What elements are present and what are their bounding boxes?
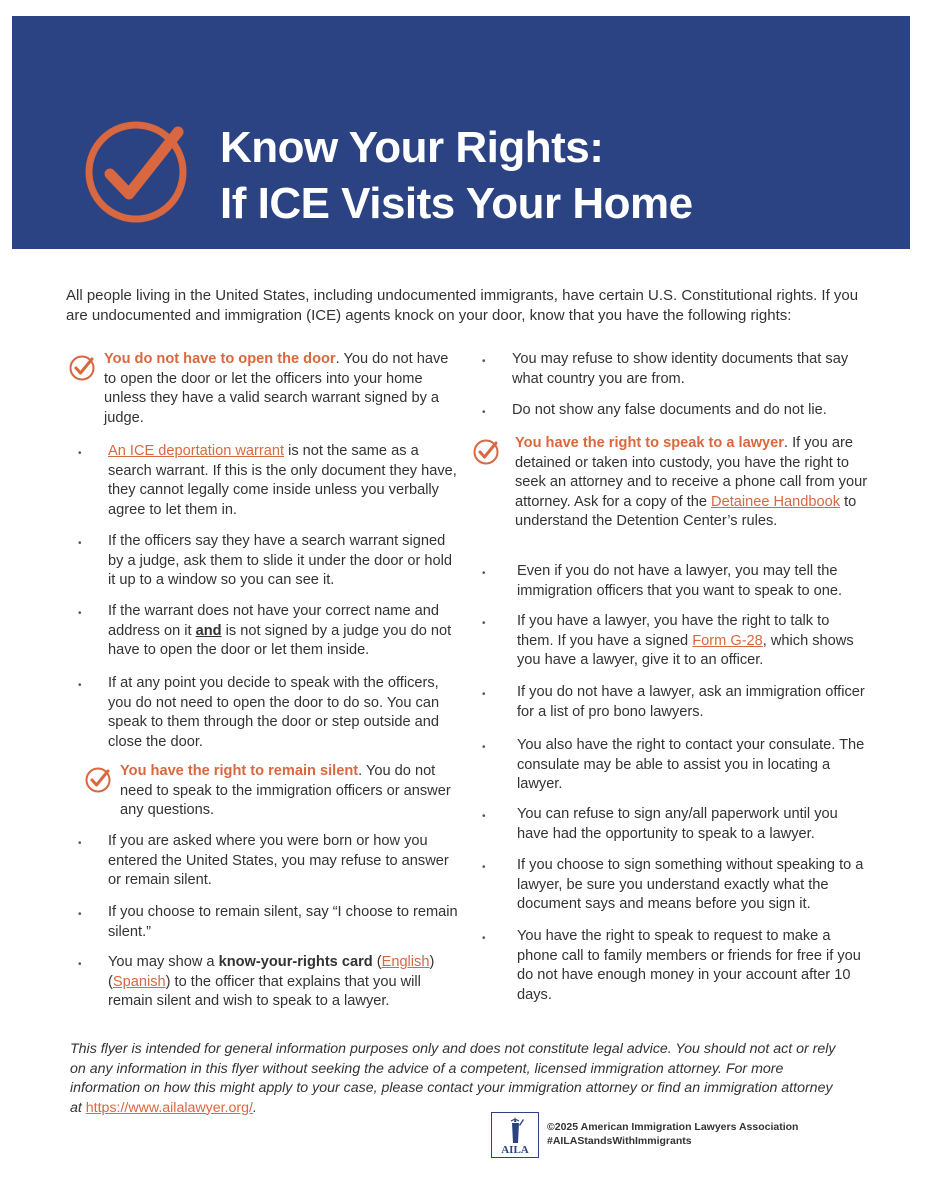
- list-item-rights-card: [74, 953, 460, 1012]
- bullet: •: [482, 933, 486, 944]
- english-link[interactable]: English: [381, 954, 430, 970]
- list-item-pro-bono: [478, 683, 868, 722]
- rights-card-text-1: You may show a: [108, 954, 219, 970]
- check-circle-icon: [84, 766, 112, 794]
- pro-bono-text: If you do not have a lawyer, ask an immigration officer for a list of pro bono lawyers.: [517, 684, 865, 720]
- no-false-documents-text: Do not show any false documents and do not lie.: [512, 402, 827, 418]
- ailalawyer-link[interactable]: https://www.ailalawyer.org/: [85, 1099, 253, 1116]
- speak-through-door-text: If at any point you decide to speak with the officers, you do not need to open the door to do so. You can speak to them through the door or step outside and close the door.: [108, 675, 440, 750]
- right-to-lawyer-heading: You have the right to speak to a lawyer: [515, 435, 784, 451]
- bullet: •: [482, 742, 486, 753]
- list-item-deportation-warrant: [74, 442, 460, 520]
- list-item-phone-call: [478, 927, 868, 1005]
- right-to-lawyer-text-2: to understand the Detention Center’s rules.: [515, 493, 857, 529]
- list-item-speak-through-door: [74, 674, 460, 752]
- list-item-right-to-lawyer: [478, 434, 868, 532]
- rights-card-text-3: ) (: [108, 954, 435, 990]
- rights-card-text-4: ) to the officer that explains that you will remain silent and wish to speak to a lawyer.: [108, 973, 421, 1009]
- check-circle-icon: [472, 438, 500, 466]
- bullet: •: [482, 356, 486, 367]
- bullet: •: [78, 909, 82, 920]
- bullet: •: [482, 811, 486, 822]
- and-emphasis: and: [195, 622, 222, 639]
- bullet: •: [78, 608, 82, 619]
- hashtag: #AILAStandsWithImmigrants: [547, 1135, 692, 1147]
- list-item-open-door: [74, 350, 460, 428]
- list-item-have-lawyer: [478, 612, 868, 671]
- correct-name-text-1: If the warrant does not have your correct name and address on it: [108, 603, 439, 639]
- page-title: [220, 120, 693, 232]
- bullet: •: [482, 689, 486, 700]
- footer: [491, 1112, 811, 1160]
- title-line-1: Know Your Rights:: [220, 123, 604, 172]
- bullet: •: [482, 618, 486, 629]
- title-line-2: If ICE Visits Your Home: [220, 179, 693, 228]
- correct-name-text-2: is not signed by a judge you do not have to open the door or let them inside.: [108, 622, 452, 658]
- refuse-paperwork-text: You can refuse to sign any/all paperwork until you have had the opportunity to speak to a lawyer.: [517, 806, 838, 842]
- bullet: •: [78, 838, 82, 849]
- list-item-remain-silent: [90, 762, 460, 821]
- list-item-where-born: [74, 832, 460, 891]
- bullet: •: [482, 862, 486, 873]
- check-circle-icon: [82, 118, 190, 226]
- disclaimer-text: This flyer is intended for general information purposes only and does not constitute legal advice. You should not act or rely on any information in this flyer without seeking the advice of a competent, licensed immigration attorney. For more information on how this might apply to your case, please contact your immigration attorney or find an immigration attorney at: [70, 1041, 836, 1116]
- remain-silent-heading: You have the right to remain silent: [120, 763, 359, 779]
- bullet: •: [482, 407, 486, 418]
- deportation-warrant-link[interactable]: An ICE deportation warrant: [108, 443, 285, 459]
- bullet: •: [78, 448, 82, 459]
- list-item-even-without-lawyer: [478, 562, 868, 601]
- consulate-text: You also have the right to contact your consulate. The consulate may be able to assist you in locating a lawyer.: [517, 737, 865, 792]
- header-banner: [12, 16, 910, 249]
- list-item-no-false-documents: [478, 401, 868, 421]
- right-to-lawyer-text-1: . If you are detained or taken into custody, you have the right to seek an attorney and to receive a phone call from your attorney. Ask for a copy of the: [515, 435, 868, 510]
- rights-card-text-2: (: [372, 954, 382, 970]
- form-g28-link[interactable]: Form G-28: [692, 632, 763, 649]
- have-lawyer-text-2: , which shows you have a lawyer, give it to an officer.: [517, 632, 854, 668]
- slide-warrant-text: If the officers say they have a search warrant signed by a judge, ask them to slide it under the door or hold it up to a window so you can see it.: [108, 533, 452, 588]
- statue-of-liberty-icon: [492, 1113, 538, 1145]
- bullet: •: [78, 680, 82, 691]
- refuse-id-text: You may refuse to show identity documents that say what country you are from.: [512, 351, 849, 387]
- remain-silent-text: . You do not need to speak to the immigration officers or answer any questions.: [120, 763, 451, 818]
- list-item-choose-silent: [74, 903, 460, 942]
- bullet: •: [78, 538, 82, 549]
- bullet: •: [482, 568, 486, 579]
- open-door-text: . You do not have to open the door or let the officers into your home unless they have a valid search warrant signed by a judge.: [104, 351, 449, 426]
- where-born-text: If you are asked where you were born or how you entered the United States, you may refuse to answer or remain silent.: [108, 833, 449, 888]
- detainee-handbook-link[interactable]: Detainee Handbook: [711, 493, 841, 510]
- rights-card-bold: know-your-rights card: [218, 954, 373, 970]
- list-item-refuse-paperwork: [478, 805, 868, 844]
- aila-logo: [491, 1112, 539, 1158]
- intro-paragraph: All people living in the United States, including undocumented immigrants, have certain U.S. Constitutional rights. If you are undocumented and immigration (ICE) agents knock on your door, know that you have the following rights:: [66, 287, 859, 324]
- disclaimer-end: .: [252, 1099, 257, 1116]
- list-item-consulate: [478, 736, 868, 795]
- check-circle-icon: [68, 354, 96, 382]
- deportation-warrant-text: is not the same as a search warrant. If this is the only document they have, they cannot legally come inside unless you verbally agree to let them in.: [108, 443, 457, 518]
- have-lawyer-text-1: If you have a lawyer, you have the right to talk to them. If you have a signed: [517, 613, 830, 649]
- list-item-slide-warrant: [74, 532, 460, 591]
- bullet: •: [78, 959, 82, 970]
- list-item-correct-name: [74, 602, 460, 661]
- choose-silent-text: If you choose to remain silent, say “I choose to remain silent.”: [108, 904, 458, 940]
- disclaimer: [70, 1040, 840, 1118]
- spanish-link[interactable]: Spanish: [112, 973, 166, 990]
- sign-carefully-text: If you choose to sign something without speaking to a lawyer, be sure you understand exactly what the document says and means before you sign it.: [517, 857, 864, 912]
- copyright: ©2025 American Immigration Lawyers Association: [547, 1121, 799, 1133]
- logo-text: AILA: [501, 1144, 529, 1156]
- copyright-block: [547, 1120, 798, 1148]
- open-door-heading: You do not have to open the door: [104, 351, 336, 367]
- phone-call-text: You have the right to speak to request to make a phone call to family members or friends for free if you do not have enough money in your account after 10 days.: [517, 928, 861, 1003]
- list-item-sign-carefully: [478, 856, 868, 915]
- list-item-refuse-id: [478, 350, 868, 389]
- even-without-lawyer-text: Even if you do not have a lawyer, you may tell the immigration officers that you want to speak to one.: [517, 563, 843, 599]
